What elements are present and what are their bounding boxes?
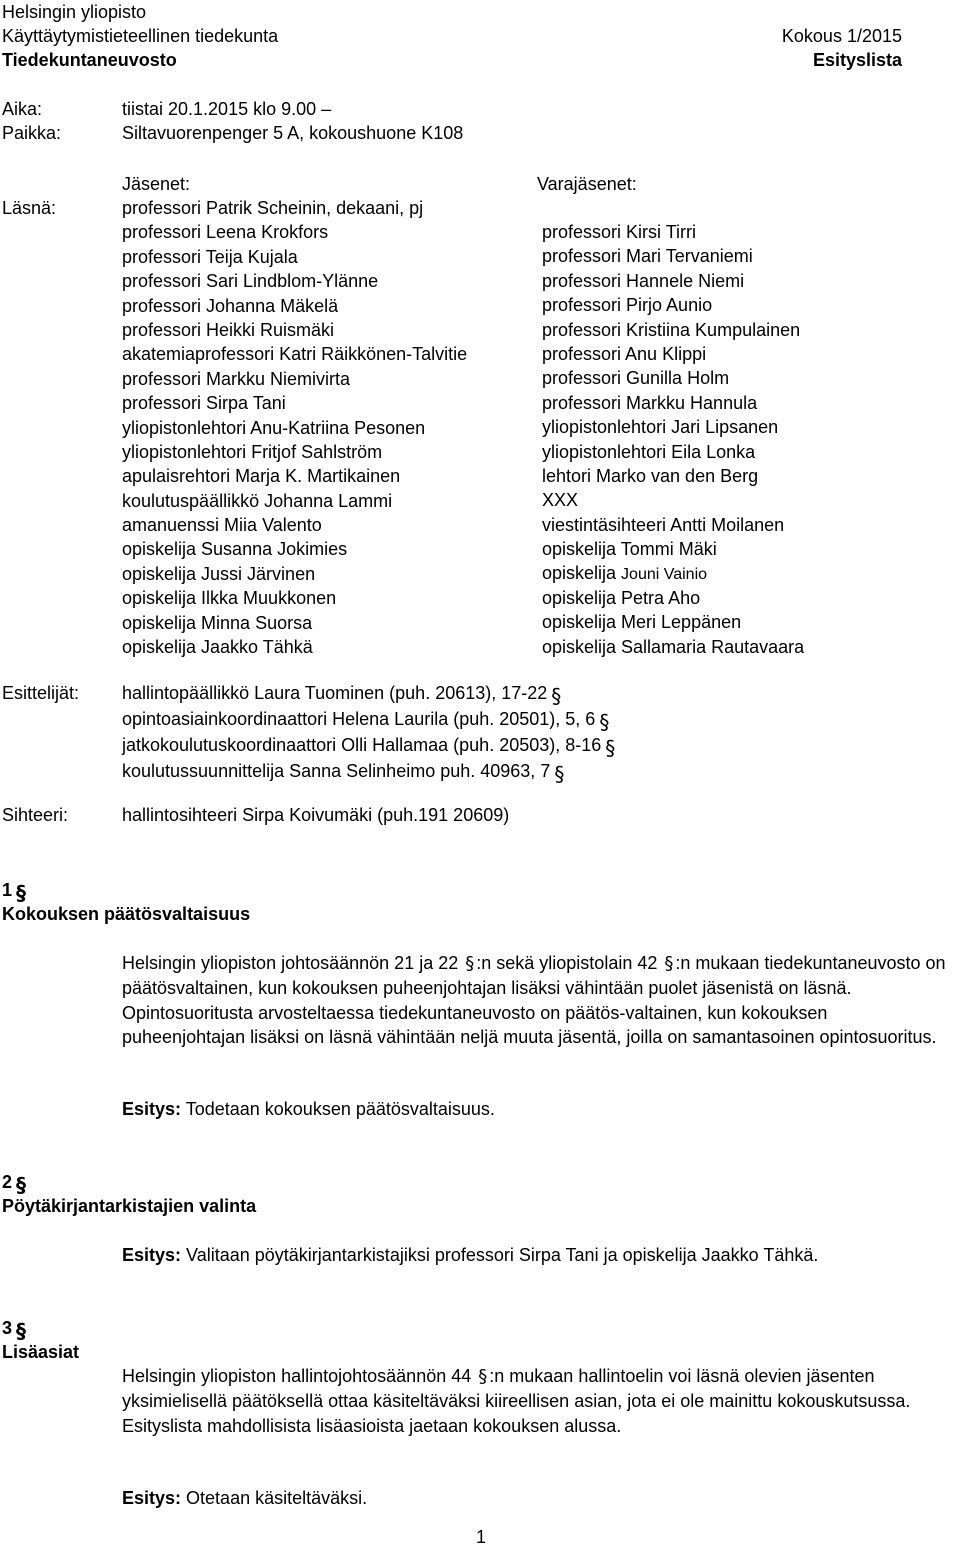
deputies-list <box>542 220 804 659</box>
member-item: opiskelija Susanna Jokimies <box>122 539 348 560</box>
proposal-label: Esitys: <box>122 1245 182 1265</box>
member-item: opiskelija Jussi Järvinen <box>122 563 316 584</box>
member-item: opiskelija Ilkka Muukkonen <box>122 588 337 609</box>
presenter-item: opintoasiainkoordinaattori Helena Laurila (puh. 20501), 5, 6 § <box>122 709 610 734</box>
section-sign-icon: § <box>554 762 565 786</box>
member-item: opiskelija Minna Suorsa <box>122 612 313 633</box>
page-number: 1 <box>476 1527 487 1547</box>
deputy-item <box>542 561 804 585</box>
deputy-item: professori Kristiina Kumpulainen <box>542 319 801 340</box>
member-item: professori Markku Niemivirta <box>122 368 351 389</box>
secretary-label: Sihteeri: <box>2 805 69 825</box>
deputies-header: Varajäsenet: <box>537 174 637 194</box>
faculty-name: Käyttäytymistieteellinen tiedekunta <box>2 26 279 46</box>
deputy-item: professori Pirjo Aunio <box>542 295 713 316</box>
members-list <box>122 196 467 659</box>
deputy-item: yliopistonlehtori Eila Lonka <box>542 441 756 462</box>
section-1-title: Kokouksen päätösvaltaisuus <box>2 904 251 924</box>
member-item: akatemiaprofessori Katri Räikkönen-Talvitie <box>122 344 468 365</box>
section-3-proposal: Esitys: Otetaan käsiteltäväksi. <box>122 1488 368 1508</box>
member-item: yliopistonlehtori Fritjof Sahlström <box>122 441 383 462</box>
section-sign-icon: § <box>16 1173 27 1197</box>
presenter-item: koulutussuunnittelija Sanna Selinheimo puh. 40963, 7 § <box>122 761 565 786</box>
deputy-name: Jouni Vainio <box>621 566 708 584</box>
section-2-number: 2 § <box>2 1172 27 1197</box>
university-name: Helsingin yliopisto <box>2 2 147 22</box>
section-3-number: 3 § <box>2 1318 27 1343</box>
deputy-item: opiskelija Petra Aho <box>542 587 701 608</box>
section-3-body: Helsingin yliopiston hallintojohtosäännön 44 § :n mukaan hallintoelin voi läsnä olevien jäsenten yksimielisellä päätöksellä ottaa käsiteltäväksi kiireellisen asian, jota ei ole mainittu kokouskutsussa. Esityslista mahdollisista lisäasioista jaetaan kokouksen alussa. <box>122 1366 911 1436</box>
member-item: apulaisrehtori Marja K. Martikainen <box>122 466 401 487</box>
member-item: professori Teija Kujala <box>122 246 298 267</box>
document-type: Esityslista <box>812 50 902 70</box>
section-3-title: Lisäasiat <box>2 1342 80 1362</box>
deputy-item: yliopistonlehtori Jari Lipsanen <box>542 417 779 438</box>
section-2-proposal: Esitys: Valitaan pöytäkirjantarkistajiksi professori Sirpa Tani ja opiskelija Jaakko Tähkä. <box>122 1245 819 1265</box>
member-item: professori Leena Krokfors <box>122 222 329 243</box>
section-sign-icon: § <box>465 953 475 974</box>
proposal-label: Esitys: <box>122 1488 182 1508</box>
presenters-label: Esittelijät: <box>2 683 80 703</box>
deputy-item: XXX <box>542 490 579 511</box>
deputy-item: viestintäsihteeri Antti Moilanen <box>542 514 785 535</box>
deputy-item: opiskelija Sallamaria Rautavaara <box>542 636 805 657</box>
section-1-body: Helsingin yliopiston johtosäännön 21 ja 22 § :n sekä yliopistolain 42 § :n mukaan tiedekuntaneuvosto on päätösvaltainen, kun kokouksen puheenjohtajan lisäksi vähintään puolet jäsenistä on läsnä. Opintosuoritusta arvosteltaessa tiedekuntaneuvosto on päätös-valtainen, kun kokouksen puheenjohtajan lisäksi on läsnä vähintään neljä muuta jäsentä, joilla on samantasoinen opintosuoritus. <box>122 953 946 1048</box>
presenter-item: hallintopäällikkö Laura Tuominen (puh. 20613), 17-22 § <box>122 683 562 708</box>
time-value: tiistai 20.1.2015 klo 9.00 – <box>122 99 332 119</box>
council-name: Tiedekuntaneuvosto <box>2 50 177 70</box>
deputy-item: opiskelija Tommi Mäki <box>542 539 717 560</box>
members-header: Jäsenet: <box>122 174 191 194</box>
member-item: professori Sirpa Tani <box>122 393 286 414</box>
present-label: Läsnä: <box>2 198 57 218</box>
deputy-item: lehtori Marko van den Berg <box>542 465 759 486</box>
section-1-proposal: Esitys: Todetaan kokouksen päätösvaltaisuus. <box>122 1099 495 1119</box>
presenters-list <box>122 681 615 785</box>
member-item: professori Johanna Mäkelä <box>122 295 339 316</box>
place-value: Siltavuorenpenger 5 A, kokoushuone K108 <box>122 123 464 143</box>
section-sign-icon: § <box>478 1366 488 1387</box>
member-item: professori Sari Lindblom-Ylänne <box>122 271 379 292</box>
deputy-item: opiskelija Meri Leppänen <box>542 612 742 633</box>
meeting-number: Kokous 1/2015 <box>781 26 902 46</box>
deputy-item: professori Markku Hannula <box>542 392 758 413</box>
section-sign-icon: § <box>599 710 610 734</box>
section-1-number: 1 § <box>2 880 27 905</box>
member-item: yliopistonlehtori Anu-Katriina Pesonen <box>122 417 426 438</box>
section-sign-icon: § <box>605 736 616 760</box>
place-label: Paikka: <box>2 123 62 143</box>
proposal-label: Esitys: <box>122 1099 182 1119</box>
presenter-item: jatkokoulutuskoordinaattori Olli Hallamaa (puh. 20503), 8-16 § <box>122 735 616 760</box>
member-item: professori Heikki Ruismäki <box>122 319 335 340</box>
section-sign-icon: § <box>664 953 674 974</box>
member-item: koulutuspäällikkö Johanna Lammi <box>122 490 393 511</box>
member-item: professori Patrik Scheinin, dekaani, pj <box>122 198 424 218</box>
deputy-item: professori Anu Klippi <box>542 343 707 364</box>
deputy-item: professori Kirsi Tirri <box>542 222 697 242</box>
member-item: opiskelija Jaakko Tähkä <box>122 637 313 658</box>
deputy-item: professori Gunilla Holm <box>542 368 730 389</box>
section-sign-icon: § <box>551 684 562 708</box>
deputy-item: professori Mari Tervaniemi <box>542 246 753 267</box>
deputy-prefix: opiskelija <box>542 563 622 584</box>
section-2-title: Pöytäkirjantarkistajien valinta <box>2 1196 257 1216</box>
time-label: Aika: <box>2 99 43 119</box>
section-sign-icon: § <box>16 881 27 905</box>
member-item: amanuenssi Miia Valento <box>122 515 322 536</box>
section-sign-icon: § <box>16 1319 27 1343</box>
deputy-item: professori Hannele Niemi <box>542 270 745 291</box>
secretary-value: hallintosihteeri Sirpa Koivumäki (puh.191 20609) <box>122 805 510 825</box>
